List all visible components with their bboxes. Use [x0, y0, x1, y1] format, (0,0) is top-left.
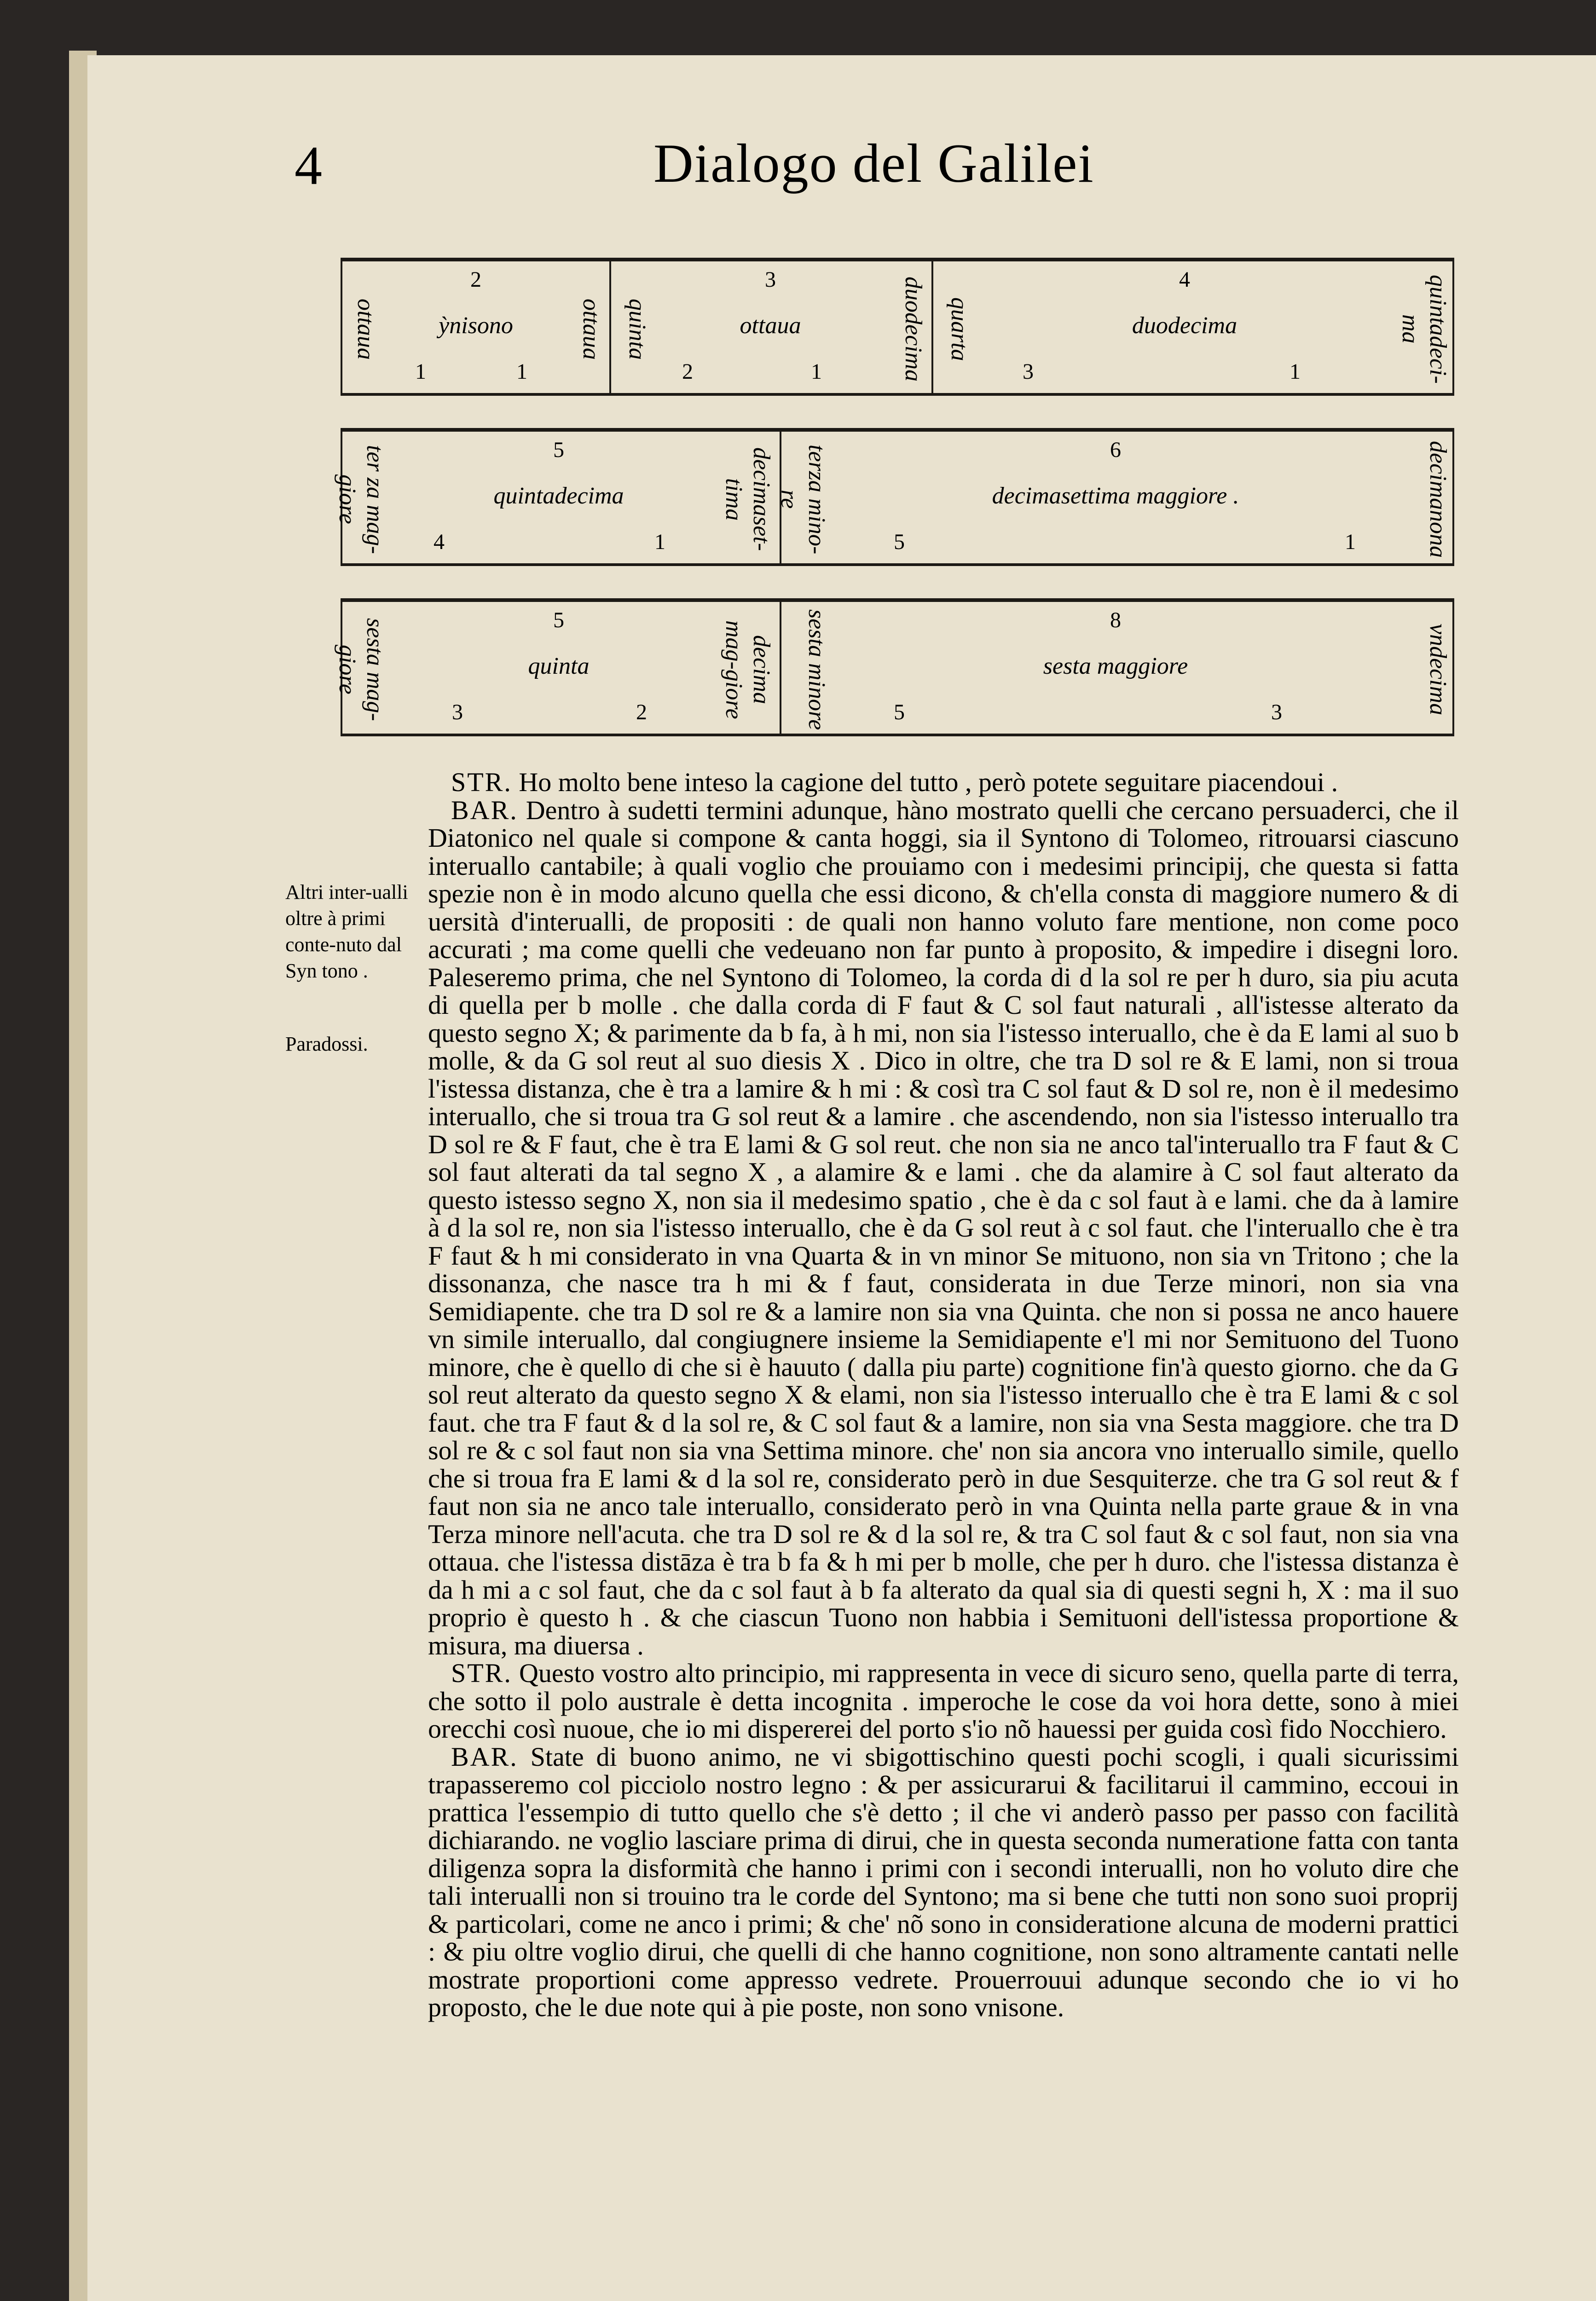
ratio-number: 5: [553, 438, 564, 462]
paragraph: [428, 797, 1459, 1660]
ratio-bottom-right: 3: [1271, 700, 1282, 724]
running-head: Dialogo del Galilei: [653, 133, 1094, 194]
ratio-bottom-left: 5: [894, 700, 905, 724]
dialogue-text: [428, 769, 1459, 2022]
interval-label-right: decimaset-tima: [721, 447, 775, 551]
interval-label-right: vndecima: [1425, 624, 1451, 716]
interval-staff-2: [334, 428, 1454, 566]
interval-label-left: sesta mag-giore: [334, 618, 388, 721]
interval-name: quinta: [528, 653, 590, 679]
ratio-bottom-left: 3: [452, 700, 463, 724]
interval-name: ỳnisono: [439, 312, 513, 339]
ratio-bottom-left: 5: [894, 530, 905, 554]
page-number: 4: [295, 135, 322, 196]
ratio-bottom-right: 1: [1290, 359, 1301, 384]
paragraph-text: State di buono animo, ne vi sbigottischino questi pochi scogli, i quali sicurissimi trapasseremo col picciolo nostro legno : & per assicurarui & facilitarui il cammino, eccoui in prattica l'essempio di tutto quello che s'è detto ; il che vi anderò passo per passo con facilità dichiarando. ne voglio lasciare prima di dirui, che in questa seconda numeratione fatta con tanta diligenza sopra la disformità che hanno i primi con i secondi interualli, non ho voluto dire che tali interualli non si trouino tra le corde del Syntono; ma si bene che tutti non sono suoi proprij & particolari, come ne anco i primi; & che' nõ sono in consideratione alcuna de moderni prattici : & piu oltre voglio dirui, che quelli di che hanno cognitione, non sono altramente cantati nelle mostrate proportioni come appresso vedrete. Prouerrouui adunque secondo che io vi ho proposto, che le due note qui à pie poste, non sono vnisone.: [428, 1741, 1459, 2022]
paragraph-text: Questo vostro alto principio, mi rappresenta in vece di sicuro seno, quella parte di terra, che sotto il polo australe è detta incognita . imperoche le cose da voi hora dette, sono à miei orecchi così nuoue, che io mi dispererei del porto s'io nõ hauessi per guida così fido Nocchiero.: [428, 1658, 1459, 1744]
ratio-bottom-right: 1: [516, 359, 527, 384]
ratio-number: 6: [1110, 438, 1121, 462]
staff-separator: [780, 602, 781, 734]
interval-label-right: quintadeci-ma: [1397, 274, 1451, 384]
ratio-number: 2: [470, 267, 481, 292]
interval-name: quintadecima: [493, 483, 624, 509]
speaker-label: BAR.: [451, 795, 518, 825]
ratio-number: 4: [1179, 267, 1190, 292]
ratio-number: 8: [1110, 608, 1121, 632]
interval-label-ottaua-left: ottaua: [353, 298, 379, 360]
speaker-label: BAR.: [451, 1741, 518, 1772]
interval-label-right: decimanona: [1425, 440, 1451, 558]
ratio-bottom-right: 2: [636, 700, 647, 724]
interval-staff-1: [341, 258, 1454, 396]
speaker-label: STR.: [451, 1658, 512, 1688]
interval-label-right: ottaua: [578, 298, 604, 360]
paragraph-text: Dentro à sudetti termini adunque, hàno mostrato quelli che cercano persuaderci, che il Diatonico nel quale si compone & canta hoggi, sia il Syntono di Tolomeo, ritrouarsi ciascuno interuallo cantabile; à quali voglio che prouiamo con i medesimi principij, che questa si fatta spezie non è in modo alcuno quella che essi dicono, & ch'ella consta di maggiore numero & di uersità d'interualli, de propositi : de quali non hanno voluto fare mentione, non come poco accurati ; ma come quelli che vedeuano non far punto à proposito, & impedire i disegni loro. Paleseremo prima, che nel Syntono di Tolomeo, la corda di d la sol re per h duro, sia piu acuta di quella per b molle . che dalla corda di F faut & C sol faut naturali , all'istesse alterato da questo segno X; & parimente da b fa, à h mi, non sia l'istesso interuallo, che è da E lami al suo b molle, & da G sol reut al suo diesis X . Dico in oltre, che tra D sol re & E lami, non si troua l'istessa distanza, che è tra a lamire & h mi : & così tra C sol faut & D sol re, non è il medesimo interuallo, che si troua tra G sol reut & a lamire . che ascendendo, non sia l'istesso interuallo tra D sol re & F faut, che è tra E lami & G sol reut. che non sia ne anco tal'interuallo tra F faut & C sol faut alterati da tal segno X , a alamire & e lami . che da alamire à C sol faut alterato da questo istesso segno X, non sia il medesimo spatio , che è da c sol faut à e lami. che da à lamire à d la sol re, non sia l'istesso interuallo, che è da G sol reut à c sol faut. che l'interuallo che è tra F faut & h mi considerato in vna Quarta & in vn minor Se mituono, non sia vn Tritono ; che la dissonanza, che nasce tra h mi & f faut, considerata in due Terze minori, non sia vna Semidiapente. che tra D sol re & a lamire non sia vna Quinta. che non si possa ne anco hauere vn simile interuallo, dal congiugnere insieme la Semidiapente e'l mi nor Semituono del Tuono minore, che è quello di che si è hauuto ( dalla piu parte) cognitione fin'à questo giorno. che da G sol reut alterato da questo segno X & elami, non sia l'istesso interuallo che è tra E lami & c sol faut. che tra F faut & d la sol re, & C sol faut & a lamire, non sia vna Sesta maggiore. che tra D sol re & c sol faut non sia vna Settima minore. che' non sia ancora vno interuallo simile, quello che si troua fra E lami & d la sol re, considerato però in due Sesquiterze. che tra G sol reut & f faut non sia ne anco tale interuallo, considerato però in vna Quinta nella parte graue & in vna Terza minore nell'acuta. che tra D sol re & d la sol re, & tra C sol faut & c sol faut, non sia vna ottaua. che l'istessa distāza è tra b fa & h mi per b molle, che per h duro. che l'istessa distanza è da h mi a c sol faut, che da c sol faut à b fa alterato da qual sia di questi segni h, X : ma il suo proprio è questo h . & che ciascun Tuono non habbia i Semituoni dell'istessa proportione & misura, ma diuersa .: [428, 795, 1459, 1660]
ratio-bottom-right: 1: [654, 530, 665, 554]
paragraph: [428, 1743, 1459, 2022]
ratio-bottom-left: 2: [682, 359, 693, 384]
interval-label-left: terza mino-re: [776, 444, 830, 555]
ratio-bottom-left: 3: [1023, 359, 1034, 384]
speaker-label: STR.: [451, 767, 512, 797]
interval-name: ottaua: [740, 312, 801, 339]
paragraph: [428, 769, 1459, 797]
staff-separator: [609, 261, 611, 393]
interval-staff-3: [334, 598, 1454, 736]
interval-label-left: quinta: [624, 298, 650, 360]
interval-label-left: quarta: [946, 297, 972, 361]
staff-separator: [931, 261, 933, 393]
interval-label-left: ter za mag-giore: [334, 445, 388, 554]
ratio-number: 5: [553, 608, 564, 632]
ratio-bottom-right: 1: [811, 359, 822, 384]
ratio-bottom-right: 1: [1345, 530, 1356, 554]
margin-note-paradoxes: Paradossi.: [285, 1033, 368, 1055]
interval-name: decimasettima maggiore .: [992, 483, 1239, 509]
interval-label-right: decima mag-giore: [721, 620, 775, 719]
ratio-bottom-left: 1: [415, 359, 426, 384]
ratio-number: 3: [765, 267, 776, 292]
interval-name: duodecima: [1132, 312, 1237, 339]
paragraph: [428, 1659, 1459, 1743]
ratio-bottom-left: 4: [434, 530, 445, 554]
margin-note-intervals: Altri inter-ualli oltre à primi conte-nuto dal Syn tono .: [285, 881, 408, 982]
interval-label-left: sesta minore: [804, 609, 830, 730]
interval-name: sesta maggiore: [1043, 653, 1188, 679]
paragraph-text: Ho molto bene inteso la cagione del tutto , però potete seguitare piacendoui .: [519, 767, 1338, 797]
interval-label-right: duodecima: [900, 276, 926, 382]
